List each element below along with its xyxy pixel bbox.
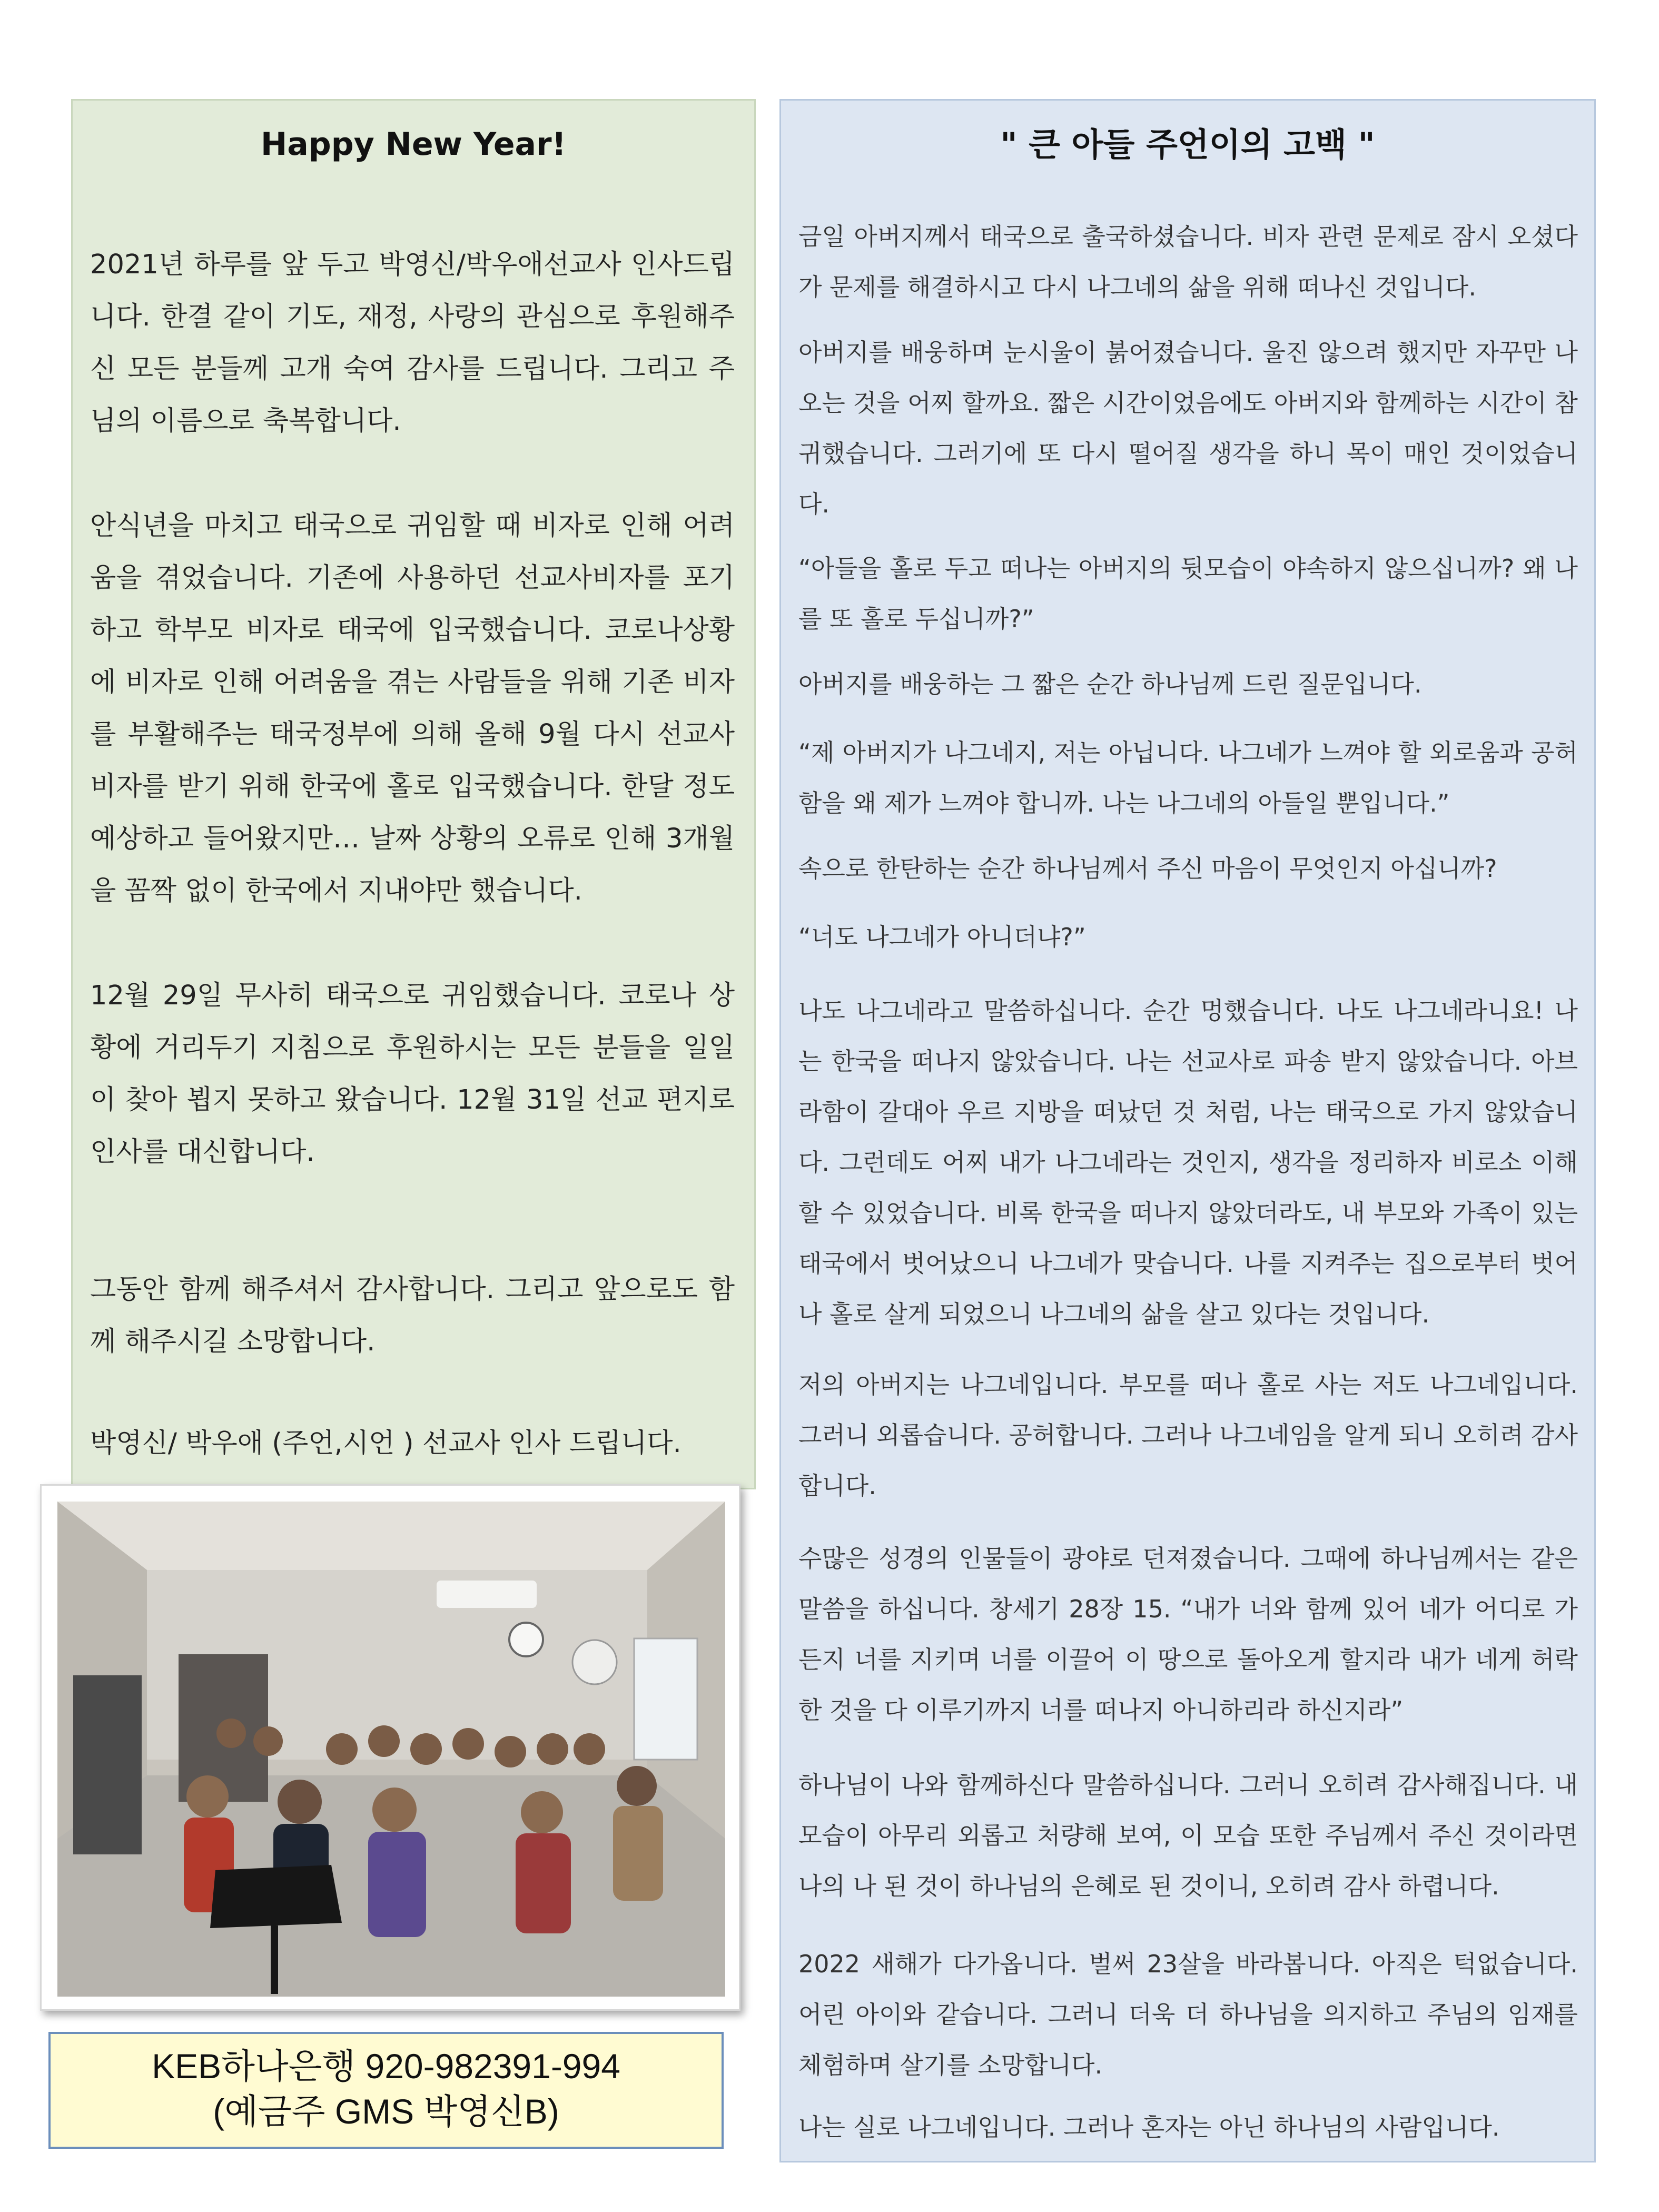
- testimony-title: " 큰 아들 주언이의 고백 ": [1000, 125, 1375, 164]
- bank-account-box: [48, 2032, 724, 2149]
- testimony-paragraph: “아들을 홀로 두고 떠나는 아버지의 뒷모습이 야속하지 않으십니까? 왜 나를 또 홀로 두십니까?”: [798, 554, 1578, 633]
- greeting-signature: 박영신/ 박우애 (주언,시언 ) 선교사 인사 드립니다.: [90, 1428, 682, 1459]
- bank-account-number: KEB하나은행 920-982391-994: [152, 2047, 620, 2086]
- group-photo: [57, 1502, 725, 1997]
- testimony-paragraph: 수많은 성경의 인물들이 광야로 던져졌습니다. 그때에 하나님께서는 같은 말씀을 하십니다. 창세기 28장 15. “내가 너와 함께 있어 네가 어디로 가든지 너를 지키며 너를 이끌어 이 땅으로 돌아오게 할지라 내가 네게 허락한 것을 다 이루기까지 너를 떠나지 아니하리라 하신지라”: [798, 1544, 1578, 1724]
- greeting-paragraph: 안식년을 마치고 태국으로 귀임할 때 비자로 인해 어려움을 겪었습니다. 기존에 사용하던 선교사비자를 포기하고 학부모 비자로 태국에 입국했습니다. 코로나상황에 비자로 인해 어려움을 겪는 사람들을 위해 기존 비자를 부활해주는 태국정부에 의해 올해 9월 다시 선교사 비자를 받기 위해 한국에 홀로 입국했습니다. 한달 정도 예상하고 들어왔지만… 날짜 상황의 오류로 인해 3개월을 꼼짝 없이 한국에서 지내야만 했습니다.: [90, 510, 735, 906]
- testimony-paragraph: “너도 나그네가 아니더냐?”: [798, 923, 1086, 951]
- testimony-closing: 나는 실로 나그네입니다. 그러나 혼자는 아닌 하나님의 사람입니다.: [798, 2113, 1500, 2141]
- testimony-paragraph: 하나님이 나와 함께하신다 말씀하십니다. 그러니 오히려 감사해집니다. 내 모습이 아무리 외롭고 처량해 보여, 이 모습 또한 주님께서 주신 것이라면 나의 나 된 것이 하나님의 은혜로 된 것이니, 오히려 감사 하렵니다.: [798, 1771, 1578, 1900]
- greeting-paragraph: 12월 29일 무사히 태국으로 귀임했습니다. 코로나 상황에 거리두기 지침으로 후원하시는 모든 분들을 일일이 찾아 뵙지 못하고 왔습니다. 12월 31일 선교 편지로 인사를 대신합니다.: [90, 980, 735, 1168]
- greeting-panel: [71, 99, 756, 1489]
- greeting-paragraph: 그동안 함께 해주셔서 감사합니다. 그리고 앞으로도 함께 해주시길 소망합니다.: [90, 1274, 735, 1357]
- testimony-paragraph: 아버지를 배웅하는 그 짧은 순간 하나님께 드린 질문입니다.: [798, 670, 1422, 698]
- bank-account-holder: (예금주 GMS 박영신B): [213, 2092, 559, 2131]
- testimony-paragraph: 금일 아버지께서 태국으로 출국하셨습니다. 비자 관련 문제로 잠시 오셨다가 문제를 해결하시고 다시 나그네의 삶을 위해 떠나신 것입니다.: [798, 222, 1578, 301]
- greeting-title: Happy New Year!: [261, 126, 566, 163]
- testimony-paragraph: 아버지를 배웅하며 눈시울이 붉어졌습니다. 울진 않으려 했지만 자꾸만 나오는 것을 어찌 할까요. 짧은 시간이었음에도 아버지와 함께하는 시간이 참 귀했습니다. 그러기에 또 다시 떨어질 생각을 하니 목이 매인 것이었습니다.: [798, 338, 1578, 518]
- greeting-paragraph: 2021년 하루를 앞 두고 박영신/박우애선교사 인사드립니다. 한결 같이 기도, 재정, 사랑의 관심으로 후원해주신 모든 분들께 고개 숙여 감사를 드립니다. 그리고 주님의 이름으로 축복합니다.: [90, 249, 735, 437]
- testimony-paragraph: “제 아버지가 나그네지, 저는 아닙니다. 나그네가 느껴야 할 외로움과 공허함을 왜 제가 느껴야 합니까. 나는 나그네의 아들일 뿐입니다.”: [798, 738, 1578, 817]
- testimony-panel: [779, 99, 1596, 2162]
- testimony-paragraph: 속으로 한탄하는 순간 하나님께서 주신 마음이 무엇인지 아십니까?: [798, 854, 1497, 883]
- testimony-paragraph: 저의 아버지는 나그네입니다. 부모를 떠나 홀로 사는 저도 나그네입니다. 그러니 외롭습니다. 공허합니다. 그러나 나그네임을 알게 되니 오히려 감사합니다.: [798, 1370, 1578, 1500]
- group-photo-frame: [40, 1484, 740, 2011]
- testimony-paragraph: 2022 새해가 다가옵니다. 벌써 23살을 바라봅니다. 아직은 턱없습니다. 어린 아이와 같습니다. 그러니 더욱 더 하나님을 의지하고 주님의 임재를 체험하며 살기를 소망합니다.: [798, 1950, 1578, 2079]
- testimony-paragraph: 나도 나그네라고 말씀하십니다. 순간 멍했습니다. 나도 나그네라니요! 나는 한국을 떠나지 않았습니다. 나는 선교사로 파송 받지 않았습니다. 아브라함이 갈대아 우르 지방을 떠났던 것 처럼, 나는 태국으로 가지 않았습니다. 그런데도 어찌 내가 나그네라는 것인지, 생각을 정리하자 비로소 이해할 수 있었습니다. 비록 한국을 떠나지 않았더라도, 내 부모와 가족이 있는 태국에서 벗어났으니 나그네가 맞습니다. 나를 지켜주는 집으로부터 벗어나 홀로 살게 되었으니 나그네의 삶을 살고 있다는 것입니다.: [798, 996, 1578, 1328]
